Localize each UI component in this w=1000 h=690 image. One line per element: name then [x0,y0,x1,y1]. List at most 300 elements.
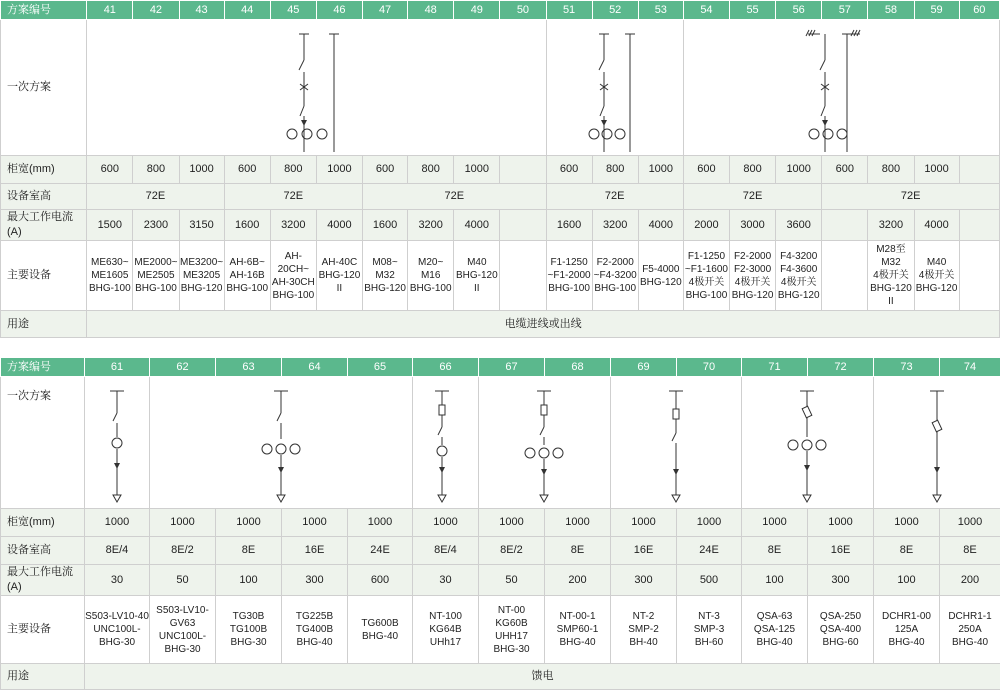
equipment-line: ME3200~ [180,256,224,269]
max-current: 30 [85,565,150,596]
room-height: 8E [216,537,282,565]
cabinet-width: 1000 [914,156,959,184]
equipment-cell [914,241,959,311]
cabinet-width [959,156,999,184]
room-height: 8E/2 [479,537,545,565]
equipment-line: 4极开关 [868,269,913,282]
max-current: 100 [874,565,940,596]
cabinet-width: 800 [133,156,179,184]
equipment-line: BHG-100 [133,282,178,295]
equipment-line: BHG-100 [684,289,729,302]
cabinet-width: 600 [822,156,868,184]
max-current: 1600 [546,210,592,241]
equipment-line: BHG-30 [216,636,281,649]
cabinet-width: 1000 [874,509,940,537]
room-height: 8E [874,537,940,565]
equipment-line: UHH17 [479,630,544,643]
max-current: 300 [808,565,874,596]
primary-scheme-row [1,377,1000,509]
equipment-line: DCHR1-1 [940,610,1000,623]
primary-scheme-row [1,20,1000,156]
equipment-line: NT-00-1 [545,610,610,623]
equipment-line: 4极开关 [915,269,959,282]
scheme-number: 59 [914,1,959,20]
scheme-number: 44 [224,1,270,20]
equipment-cell [413,596,479,664]
max-current: 100 [742,565,808,596]
cabinet-width [500,156,546,184]
scheme-number: 46 [316,1,362,20]
equipment-line: NT-100 [413,610,478,623]
max-current: 2300 [133,210,179,241]
scheme-number-label: 方案编号 [1,1,87,20]
cabinet-width: 1000 [150,509,216,537]
circuit-diagram-icon [611,377,741,507]
equipment-line: F2-2000 [730,250,775,263]
circuit-diagram-icon [87,20,547,154]
usage-row [1,311,1000,338]
equipment-line: BHG-100 [408,282,453,295]
equipment-line: QSA-125 [742,623,807,636]
scheme-number: 66 [413,358,479,377]
scheme-number: 42 [133,1,179,20]
equipment-line: ~F1-2000 [547,269,592,282]
equipment-cell [216,596,282,664]
scheme-number: 57 [822,1,868,20]
room-height: 72E [546,184,683,210]
scheme-number: 50 [500,1,546,20]
usage-value: 电缆进线或出线 [87,311,1000,338]
equipment-line: KG64B [413,623,478,636]
equipment-cell [348,596,413,664]
equipment-cell [592,241,638,311]
scheme-number: 43 [179,1,224,20]
scheme-number: 73 [874,358,940,377]
equipment-line: BHG-120 [776,289,821,302]
max-current: 1600 [224,210,270,241]
cabinet-width: 1000 [282,509,348,537]
equipment-cell [150,596,216,664]
max-current: 4000 [914,210,959,241]
equipment-line: AH-6B~ [225,256,270,269]
room-height: 24E [677,537,742,565]
equipment-line: 125A [874,623,939,636]
primary-diagram-group [85,377,150,509]
cabinet-width: 1000 [454,156,500,184]
equipment-cell [868,241,914,311]
max-current: 3000 [730,210,776,241]
scheme-number: 74 [940,358,1000,377]
equipment-line: BHG-30 [85,636,149,649]
equipment-line: ME2505 [133,269,178,282]
equipment-line: NT-00 [479,604,544,617]
cabinet-width: 600 [546,156,592,184]
usage-value: 馈电 [85,664,1000,690]
equipment-line: DCHR1-00 [874,610,939,623]
circuit-diagram-icon [413,377,477,507]
equipment-cell [874,596,940,664]
equipment-cell [822,241,868,311]
room-height: 8E/2 [150,537,216,565]
equipment-line: ~F1-1600 [684,263,729,276]
equipment-cell [638,241,683,311]
cabinet-width: 1000 [479,509,545,537]
primary-diagram-group [683,20,999,156]
equipment-cell [224,241,270,311]
equipment-line: M32 [363,269,407,282]
room-height: 8E [742,537,808,565]
cabinet-width: 1000 [179,156,224,184]
equipment-line: TG600B [348,617,412,630]
cabinet-width: 1000 [348,509,413,537]
cabinet-width: 1000 [611,509,677,537]
cabinet-width: 600 [87,156,133,184]
room-height: 72E [87,184,224,210]
circuit-diagram-icon [684,20,996,154]
circuit-diagram-icon [874,377,1000,507]
max-current: 3200 [408,210,454,241]
scheme-number: 49 [454,1,500,20]
equipment-line: AH-20CH~ [271,250,316,276]
equipment-line: AH-30CH [271,276,316,289]
usage-label: 用途 [1,664,85,690]
room-height: 72E [822,184,1000,210]
scheme-number: 60 [959,1,999,20]
equipment-cell [808,596,874,664]
equipment-line: ME2000~ [133,256,178,269]
cabinet-width: 1000 [776,156,822,184]
scheme-number: 68 [545,358,611,377]
equipment-line: F5-4000 [639,263,683,276]
room-height: 8E [545,537,611,565]
equipment-line: KG60B [479,617,544,630]
cabinet-width-row [1,156,1000,184]
equipment-cell [270,241,316,311]
equipment-line: II [454,282,499,295]
max-current: 3600 [776,210,822,241]
equipment-line: BHG-100 [547,282,592,295]
equipment-line: BHG-120 [180,282,224,295]
equipment-line: BHG-120 [730,289,775,302]
primary-diagram-group [150,377,413,509]
equipment-cell [87,241,133,311]
cabinet-width-label: 柜宽(mm) [1,509,85,537]
max-current-row [1,565,1000,596]
room-height: 16E [808,537,874,565]
circuit-diagram-icon [85,377,149,507]
scheme-number: 63 [216,358,282,377]
room-height: 16E [282,537,348,565]
equipment-line: M40 [454,256,499,269]
room-height: 8E/4 [85,537,150,565]
scheme-number: 56 [776,1,822,20]
scheme-table-1 [0,0,1000,338]
room-height: 72E [224,184,362,210]
equipment-line: TG225B [282,610,347,623]
equipment-line: ~F4-3200 [593,269,638,282]
scheme-number-row [1,358,1000,377]
equipment-line: BHG-30 [479,643,544,656]
main-equipment-label: 主要设备 [1,241,87,311]
equipment-line: BHG-120 II [868,282,913,308]
cabinet-width: 800 [592,156,638,184]
room-height: 16E [611,537,677,565]
equipment-line: 250A [940,623,1000,636]
equipment-line: 4极开关 [730,276,775,289]
scheme-number: 72 [808,358,874,377]
equipment-line: BH-60 [677,636,741,649]
equipment-line: QSA-63 [742,610,807,623]
scheme-number: 41 [87,1,133,20]
equipment-line: NT-3 [677,610,741,623]
equipment-line: SMP-3 [677,623,741,636]
max-current: 1500 [87,210,133,241]
cabinet-width: 800 [270,156,316,184]
equipment-line: ME3205 [180,269,224,282]
room-height: 72E [683,184,821,210]
circuit-diagram-icon [479,377,609,507]
max-current: 50 [150,565,216,596]
equipment-line: UNC100L- [150,630,215,643]
scheme-number: 62 [150,358,216,377]
equipment-line: BHG-100 [593,282,638,295]
cabinet-width-label: 柜宽(mm) [1,156,87,184]
cabinet-width: 1000 [808,509,874,537]
equipment-cell [611,596,677,664]
room-height-label: 设备室高 [1,184,87,210]
cabinet-width: 1000 [742,509,808,537]
equipment-line: BHG-100 [87,282,132,295]
scheme-number: 45 [270,1,316,20]
equipment-line: AH-16B [225,269,270,282]
equipment-line: BHG-40 [874,636,939,649]
primary-scheme-label: 一次方案 [1,20,87,156]
equipment-line: BH-40 [611,636,676,649]
equipment-line: ME1605 [87,269,132,282]
cabinet-width-row [1,509,1000,537]
main-equipment-label: 主要设备 [1,596,85,664]
cabinet-width: 800 [408,156,454,184]
room-height: 72E [363,184,547,210]
equipment-line: NT-2 [611,610,676,623]
cabinet-width: 1000 [85,509,150,537]
scheme-number: 65 [348,358,413,377]
max-current: 300 [282,565,348,596]
scheme-number: 52 [592,1,638,20]
max-current: 3200 [592,210,638,241]
equipment-line: 4极开关 [684,276,729,289]
cabinet-width: 1000 [677,509,742,537]
equipment-line: TG30B [216,610,281,623]
cabinet-width: 1000 [940,509,1000,537]
equipment-line: BHG-40 [742,636,807,649]
equipment-cell [500,241,546,311]
scheme-table-2 [0,357,1000,690]
room-height-label: 设备室高 [1,537,85,565]
equipment-cell [683,241,729,311]
equipment-line: M32 [868,256,913,269]
equipment-cell [940,596,1000,664]
equipment-line: BHG-120 [454,269,499,282]
equipment-line: ME630~ [87,256,132,269]
max-current: 500 [677,565,742,596]
equipment-line: II [317,282,362,295]
equipment-line: F1-1250 [684,250,729,263]
usage-row [1,664,1000,690]
max-current: 4000 [316,210,362,241]
cabinet-width: 800 [868,156,914,184]
equipment-line: F2-2000 [593,256,638,269]
equipment-cell [677,596,742,664]
cabinet-width: 600 [363,156,408,184]
room-height-row [1,184,1000,210]
equipment-line: BHG-120 [915,282,959,295]
equipment-line: M20~ [408,256,453,269]
equipment-cell [545,596,611,664]
equipment-line: M40 [915,256,959,269]
equipment-line: UHh17 [413,636,478,649]
max-current: 3200 [270,210,316,241]
equipment-line: BHG-120 [363,282,407,295]
scheme-number: 67 [479,358,545,377]
equipment-line: SMP-2 [611,623,676,636]
cabinet-width: 600 [224,156,270,184]
equipment-cell [959,241,999,311]
max-current [822,210,868,241]
equipment-cell [776,241,822,311]
max-current: 200 [940,565,1000,596]
primary-diagram-group [413,377,479,509]
scheme-number: 70 [677,358,742,377]
primary-diagram-group [874,377,1000,509]
max-current-label: 最大工作电流(A) [1,565,85,596]
max-current: 50 [479,565,545,596]
room-height: 8E [940,537,1000,565]
equipment-cell [85,596,150,664]
cabinet-width: 1000 [316,156,362,184]
cabinet-width: 1000 [545,509,611,537]
scheme-number: 71 [742,358,808,377]
scheme-number: 58 [868,1,914,20]
equipment-line: BHG-40 [545,636,610,649]
equipment-line: 4极开关 [776,276,821,289]
main-equipment-row [1,241,1000,311]
room-height: 24E [348,537,413,565]
max-current: 600 [348,565,413,596]
equipment-line: BHG-120 [639,276,683,289]
cabinet-width: 800 [730,156,776,184]
primary-diagram-group [87,20,546,156]
equipment-line: F1-1250 [547,256,592,269]
equipment-line: S503-LV10- [150,604,215,617]
equipment-cell [282,596,348,664]
max-current: 4000 [454,210,500,241]
cabinet-width: 600 [683,156,729,184]
scheme-number-label: 方案编号 [1,358,85,377]
equipment-line: BHG-40 [282,636,347,649]
max-current: 200 [545,565,611,596]
main-equipment-row [1,596,1000,664]
primary-scheme-label: 一次方案 [1,377,85,509]
max-current: 4000 [638,210,683,241]
room-height: 8E/4 [413,537,479,565]
equipment-line: AH-40C [317,256,362,269]
circuit-diagram-icon [150,377,412,507]
equipment-line: TG400B [282,623,347,636]
scheme-number: 47 [363,1,408,20]
equipment-cell [479,596,545,664]
room-height-row [1,537,1000,565]
equipment-cell [546,241,592,311]
circuit-diagram-icon [547,20,685,154]
equipment-line: QSA-250 [808,610,873,623]
equipment-line: M28至 [868,243,913,256]
usage-label: 用途 [1,311,87,338]
equipment-line: BHG-40 [940,636,1000,649]
equipment-line: BHG-60 [808,636,873,649]
equipment-line: UNC100L- [85,623,149,636]
equipment-cell [316,241,362,311]
scheme-number: 61 [85,358,150,377]
primary-diagram-group [546,20,683,156]
circuit-diagram-icon [742,377,872,507]
equipment-line: S503-LV10-40 [85,610,149,623]
scheme-number-row [1,1,1000,20]
primary-diagram-group [479,377,611,509]
equipment-line: F2-3000 [730,263,775,276]
equipment-line: BHG-30 [150,643,215,656]
max-current-label: 最大工作电流(A) [1,210,87,241]
max-current: 300 [611,565,677,596]
max-current: 100 [216,565,282,596]
max-current [500,210,546,241]
equipment-line: SMP60-1 [545,623,610,636]
max-current [959,210,999,241]
equipment-cell [363,241,408,311]
scheme-number: 64 [282,358,348,377]
equipment-line: F4-3200 [776,250,821,263]
cabinet-width: 1000 [638,156,683,184]
equipment-cell [730,241,776,311]
equipment-line: M16 [408,269,453,282]
primary-diagram-group [742,377,874,509]
scheme-number: 48 [408,1,454,20]
scheme-number: 51 [546,1,592,20]
equipment-cell [454,241,500,311]
equipment-line: F4-3600 [776,263,821,276]
equipment-cell [742,596,808,664]
scheme-number: 54 [683,1,729,20]
equipment-line: TG100B [216,623,281,636]
equipment-cell [408,241,454,311]
equipment-line: GV63 [150,617,215,630]
equipment-line: BHG-120 [317,269,362,282]
cabinet-width: 1000 [413,509,479,537]
equipment-line: QSA-400 [808,623,873,636]
scheme-number: 53 [638,1,683,20]
max-current: 1600 [363,210,408,241]
equipment-line: BHG-100 [225,282,270,295]
scheme-number: 69 [611,358,677,377]
primary-diagram-group [611,377,742,509]
scheme-number: 55 [730,1,776,20]
equipment-line: M08~ [363,256,407,269]
equipment-line: BHG-100 [271,289,316,302]
max-current: 30 [413,565,479,596]
max-current: 3150 [179,210,224,241]
equipment-cell [133,241,179,311]
max-current-row [1,210,1000,241]
